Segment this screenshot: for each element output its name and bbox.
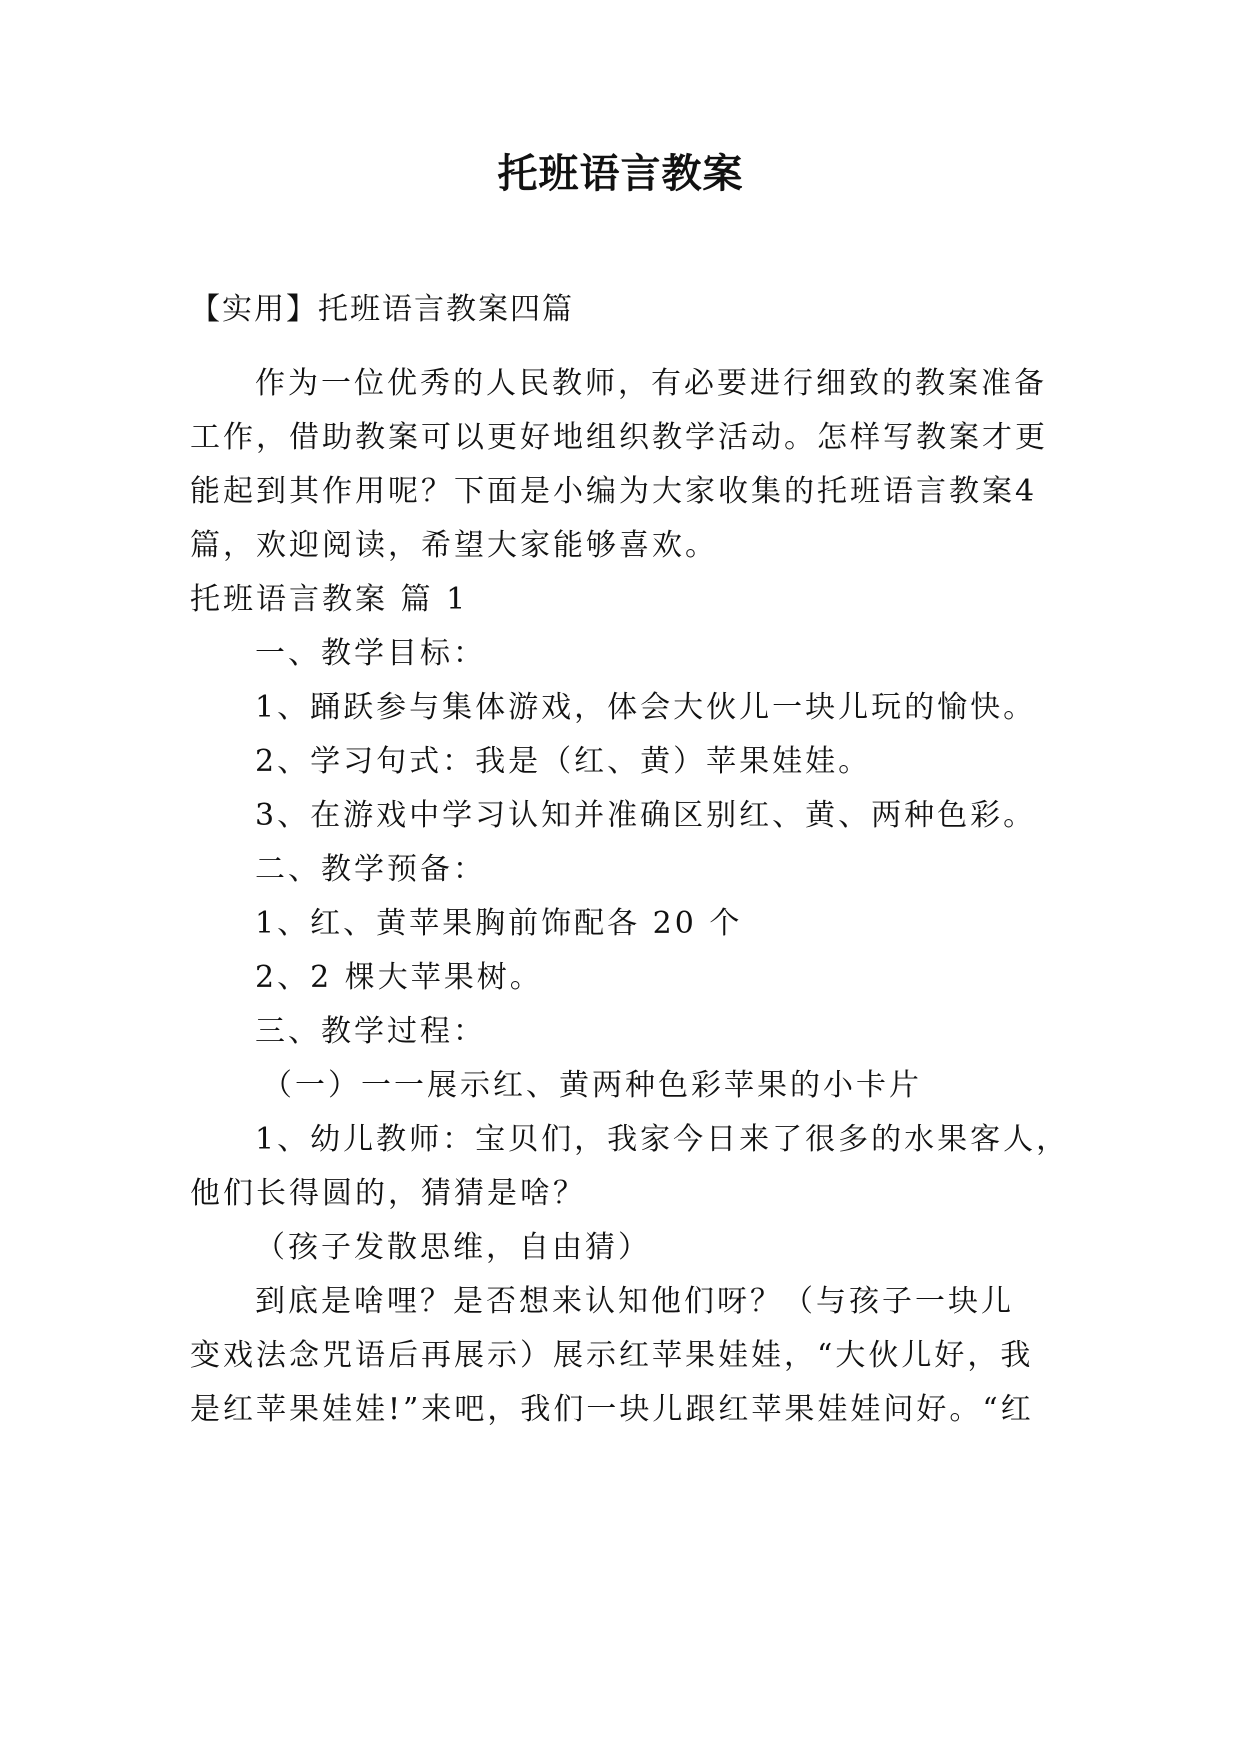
paragraph-line: 作为一位优秀的人民教师，有必要进行细致的教案准备 [255, 366, 1047, 401]
paragraph-line: 工作，借助教案可以更好地组织教学活动。怎样写教案才更 [190, 420, 1048, 455]
section-heading: 托班语言教案 篇 1 [190, 582, 469, 617]
paragraph-line: 三、教学过程： [255, 1014, 486, 1049]
paragraph-line: 能起到其作用呢？下面是小编为大家收集的托班语言教案4 [190, 474, 1038, 509]
paragraph-line: 1、幼儿教师：宝贝们，我家今日来了很多的水果客人， [255, 1122, 1070, 1157]
document-title: 托班语言教案 [497, 150, 744, 197]
paragraph-line: 1、红、黄苹果胸前饰配各 20 个 [255, 906, 743, 941]
paragraph-line: 篇，欢迎阅读，希望大家能够喜欢。 [190, 528, 718, 563]
paragraph-line: 2、学习句式：我是（红、黄）苹果娃娃。 [255, 744, 872, 779]
paragraph-line: 变戏法念咒语后再展示）展示红苹果娃娃，“大伙儿好，我 [190, 1338, 1034, 1373]
paragraph-line: 2、2 棵大苹果树。 [255, 960, 543, 995]
paragraph-line: （一）一一展示红、黄两种色彩苹果的小卡片 [262, 1068, 922, 1103]
paragraph-line: 是红苹果娃娃!”来吧，我们一块儿跟红苹果娃娃问好。“红 [190, 1392, 1034, 1427]
paragraph-line: （孩子发散思维，自由猜） [255, 1230, 651, 1265]
paragraph-line: 一、教学目标： [255, 636, 486, 671]
paragraph-line: 到底是啥哩？是否想来认知他们呀？（与孩子一块儿 [255, 1284, 1014, 1319]
paragraph-line: 1、踊跃参与集体游戏，体会大伙儿一块儿玩的愉快。 [255, 690, 1037, 725]
paragraph-line: 二、教学预备： [255, 852, 486, 887]
document-subtitle: 【实用】托班语言教案四篇 [190, 292, 574, 327]
paragraph-line: 他们长得圆的，猜猜是啥？ [190, 1176, 586, 1211]
paragraph-line: 3、在游戏中学习认知并准确区别红、黄、两种色彩。 [255, 798, 1037, 833]
